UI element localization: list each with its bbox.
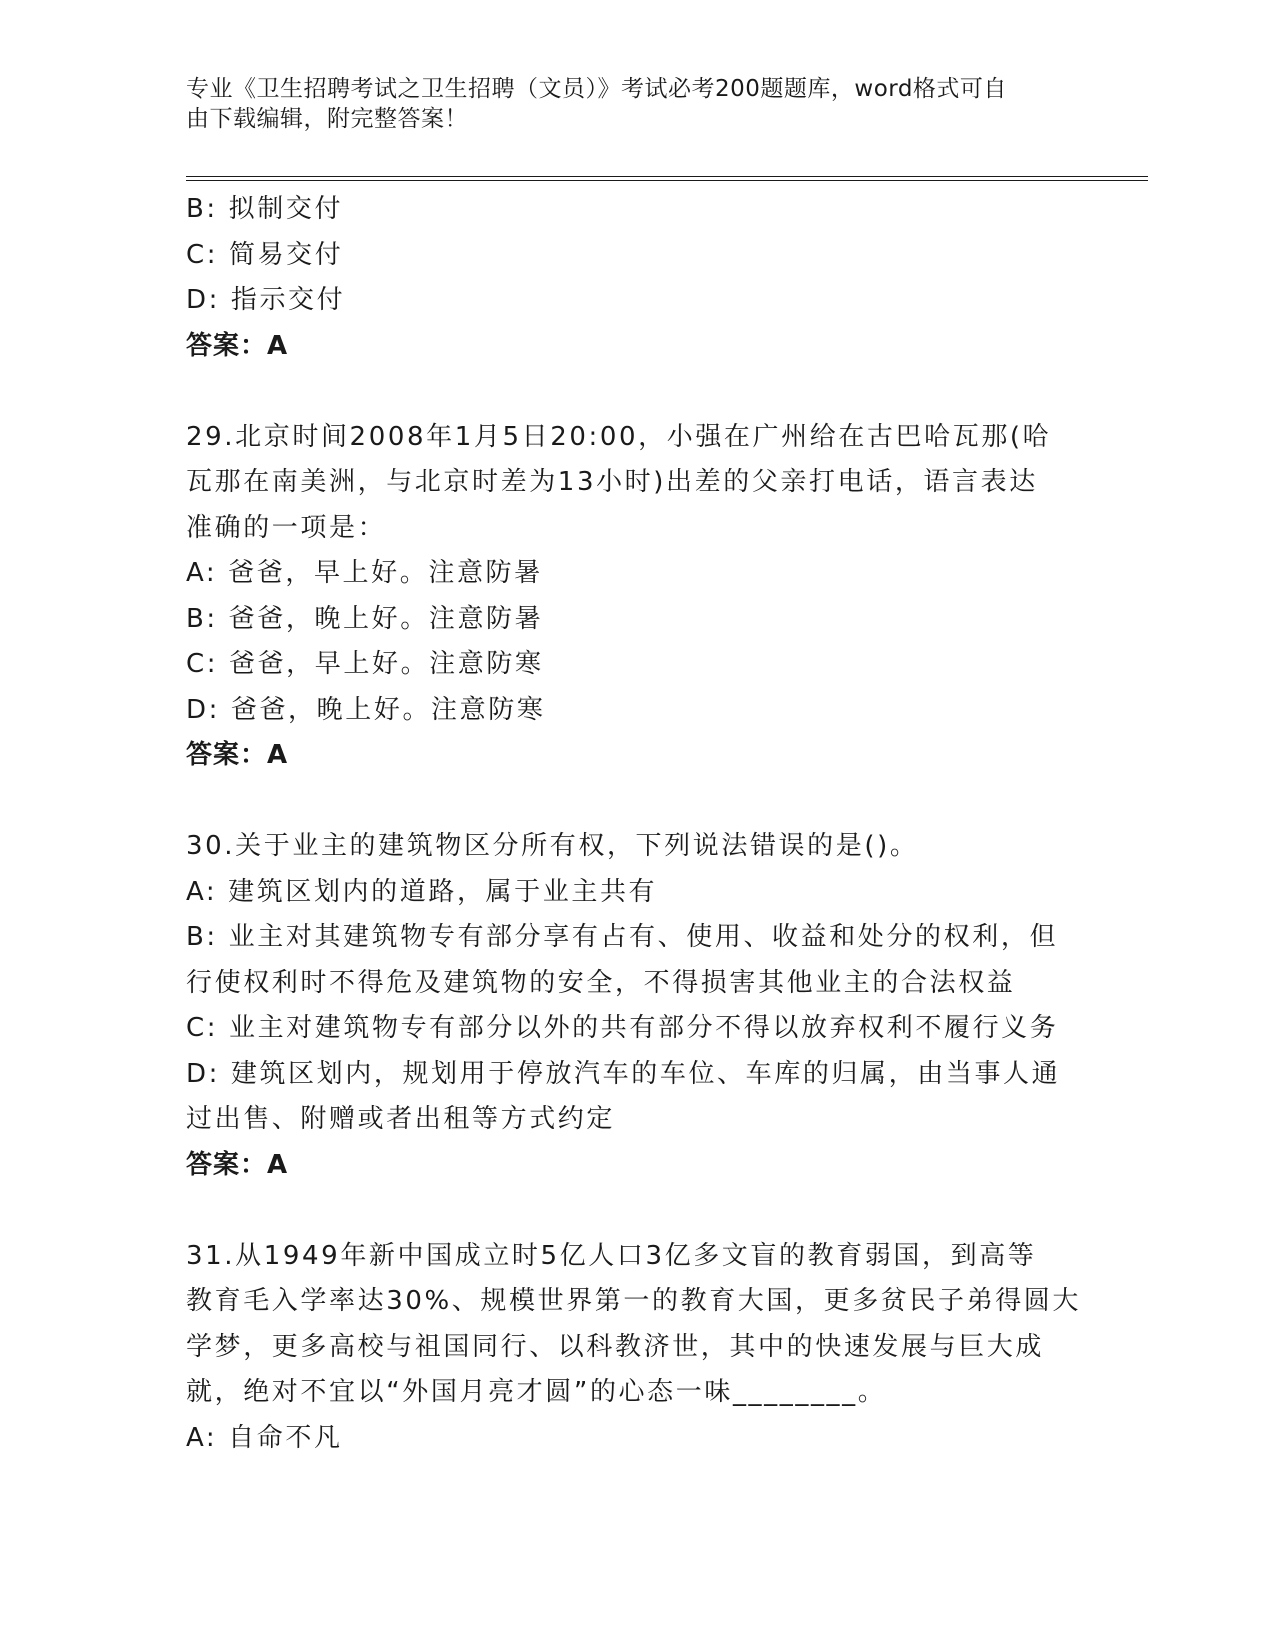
header-line-1: 专业《卫生招聘考试之卫生招聘（文员）》考试必考200题题库，word格式可自: [186, 76, 1007, 102]
question-stem-line: 31.从1949年新中国成立时5亿人口3亿多文盲的教育弱国，到高等: [186, 1240, 1037, 1271]
option-d: D: 爸爸，晚上好。注意防寒: [186, 694, 546, 725]
answer-line: 答案：A: [186, 1149, 289, 1180]
answer-line: 答案：A: [186, 740, 289, 770]
header-line-2: 由下载编辑，附完整答案！: [186, 106, 468, 132]
option-c: C: 业主对建筑物专有部分以外的共有部分不得以放弃权利不履行义务: [186, 1013, 1059, 1043]
option-d-continued: 过出售、附赠或者出租等方式约定: [186, 1104, 616, 1134]
question-stem-line: 瓦那在南美洲，与北京时差为13小时)出差的父亲打电话，语言表达: [186, 467, 1038, 497]
option-c: C: 爸爸，早上好。注意防寒: [186, 649, 544, 679]
page-header: [186, 74, 1066, 134]
spacer: [186, 1188, 1086, 1234]
spacer: [186, 779, 1086, 825]
option-d: D: 指示交付: [186, 285, 346, 315]
option-b: B: 拟制交付: [186, 194, 344, 224]
answer-line: 答案：A: [186, 330, 289, 361]
question-stem-line: 29.北京时间2008年1月5日20:00，小强在广州给在古巴哈瓦那(哈: [186, 421, 1052, 452]
option-b-continued: 行使权利时不得危及建筑物的安全，不得损害其他业主的合法权益: [186, 967, 1016, 998]
spacer: [186, 369, 1086, 415]
option-b: B: 爸爸，晚上好。注意防暑: [186, 603, 544, 634]
option-c: C: 简易交付: [186, 239, 344, 270]
question-stem-line: 教育毛入学率达30%、规模世界第一的教育大国，更多贫民子弟得圆大: [186, 1286, 1081, 1316]
option-b: B: 业主对其建筑物专有部分享有占有、使用、收益和处分的权利，但: [186, 922, 1059, 952]
option-a: A: 爸爸，早上好。注意防暑: [186, 558, 543, 588]
question-31: [186, 1234, 1086, 1462]
question-stem-line: 就，绝对不宜以“外国月亮才圆”的心态一味________。: [186, 1377, 887, 1407]
question-stem-line: 准确的一项是：: [186, 512, 387, 543]
question-30: [186, 824, 1086, 1188]
option-a: A: 建筑区划内的道路，属于业主共有: [186, 876, 658, 907]
question-29: [186, 415, 1086, 779]
option-d: D: 建筑区划内，规划用于停放汽车的车位、车库的归属，由当事人通: [186, 1058, 1061, 1089]
header-divider: [186, 176, 1148, 181]
option-a: A: 自命不凡: [186, 1422, 343, 1453]
question-stem-line: 学梦，更多高校与祖国同行、以科教济世，其中的快速发展与巨大成: [186, 1331, 1045, 1362]
question-content: [186, 187, 1086, 1461]
question-stem-line: 30.关于业主的建筑物区分所有权，下列说法错误的是()。: [186, 831, 919, 861]
question-28: [186, 187, 1086, 369]
